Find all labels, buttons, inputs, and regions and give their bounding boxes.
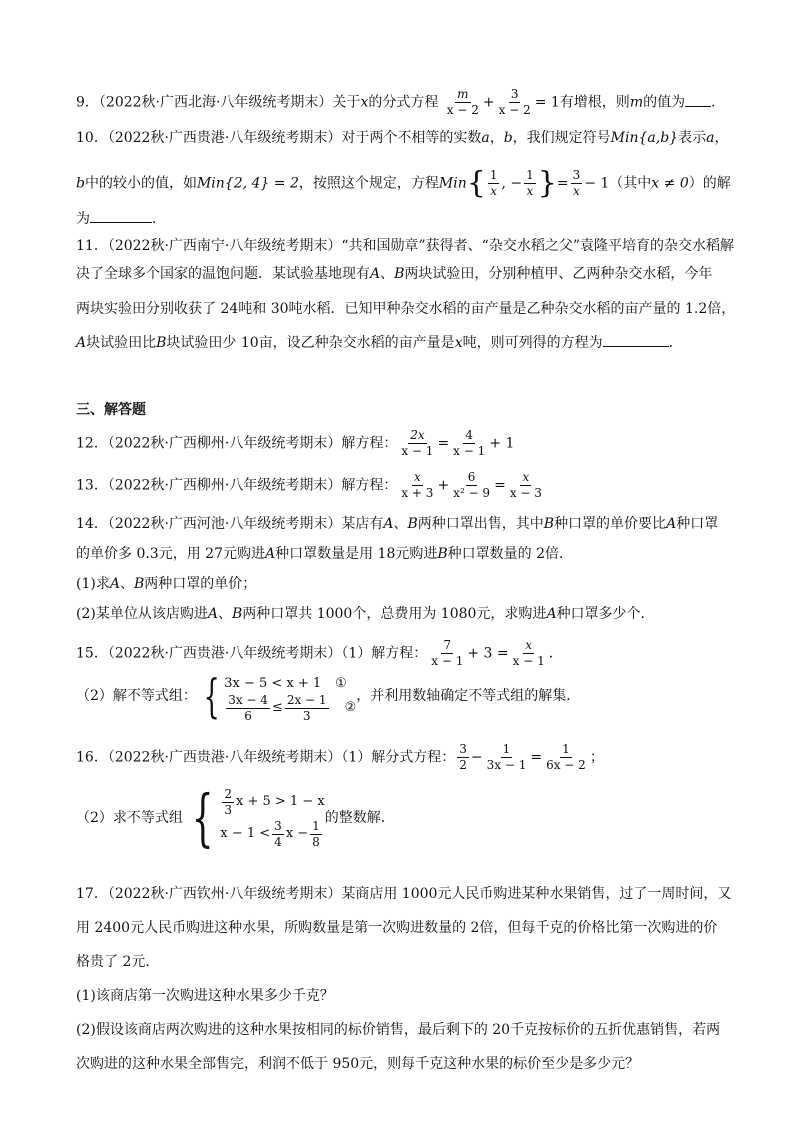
q15-r2-le: ≤ [271,700,283,715]
q10-l3-end: ． [152,211,166,227]
q11-l4-tail: 吨，则可列得的方程为 [462,335,603,351]
question-16-line-1 [76,742,604,773]
q14-s2-A: A [207,606,218,622]
q9-prefix: 9．（2022秋·广西北海·八年级统考期末）关于 [76,94,361,111]
question-14-sub-1 [76,574,256,594]
q11-l4-post: 块试验田少 10亩，设乙种杂交水稻的亩产量是 [166,335,455,351]
q13-f1-den: x + 3 [401,486,434,500]
q16-f3-den: 6x − 2 [546,758,586,772]
q12-eq: = [437,435,450,452]
q14-l1-pre: 14．（2022秋·广西河池·八年级统考期末）某店有 [76,516,384,532]
q16-row-1 [220,786,324,818]
q16-f2 [485,742,529,773]
q10-g2 [524,168,536,199]
q14-s1-A: A [109,576,120,592]
q10-cond: x ≠ 0 [651,175,689,192]
q11-A: A [370,266,381,282]
q14-s2-end: 种口罩多少个． [556,606,655,622]
q15-l1-end: ． [548,645,563,662]
q16-f3 [544,742,588,773]
question-14-sub-2 [76,604,655,624]
q14-s2-sep: 、 [217,606,232,622]
q15-l2-end: ，并利用数轴确定不等式组的解集． [356,688,581,704]
q16-r2-f1 [272,819,284,850]
q14-B2: B [543,516,555,532]
q16-r2-f1-den: 4 [274,834,282,849]
q16-f2-num: 1 [502,742,511,756]
question-17-sub-1 [76,986,334,1006]
q16-l1-pre: 16．（2022秋·广西贵港·八年级统考期末）（1）解分式方程： [76,749,456,766]
q14-l2-end: 种口罩数量的 2倍． [447,546,574,562]
q15-r2-f2-den: 3 [302,708,311,723]
q16-f3-num: 1 [562,742,570,756]
q14-s1-end: 两种口罩的单价； [144,576,257,592]
q10-mid: ，我们规定符号 [512,130,611,146]
q16-f1-den: 2 [459,758,467,772]
q10-l2-mid: ，按照这个规定，方程 [298,175,439,192]
q16-r1-rest: x + 5 > 1 − x [236,794,325,809]
q15-system [224,672,357,723]
q10-rest: − 1（其中 [584,175,652,192]
q16-f1-num: 3 [459,742,467,756]
q12-f1-num: 2x [410,428,425,442]
q13-f2-den: x² − 9 [453,486,491,500]
q10-var-b: b [503,130,513,146]
q10-tail: 表示 [678,130,707,146]
question-15-line-1 [76,638,563,669]
q13-prefix: 13．（2022秋·广西柳州·八年级统考期末）解方程： [76,477,398,494]
q14-s1-sep: 、 [119,576,134,592]
q9-var-x: x [360,94,369,111]
question-9 [76,87,725,118]
q9-mid: 的分式方程 [368,94,439,111]
q16-system [220,786,324,850]
q10-var-a2: a [706,130,715,146]
q11-l2-post: 两块试验田，分别种植甲、乙两种杂交水稻，今年 [404,266,713,282]
q13-f3-num: x [522,470,530,484]
q16-minus: − [470,749,483,766]
q14-l2-B: B [437,546,448,562]
q11-l4-x: x [454,335,463,351]
q9-var-m: m [629,94,644,111]
q11-sep: 、 [380,266,395,282]
question-14-line-1 [76,514,718,534]
question-11-line-3 [76,299,735,319]
question-17-line-2 [76,918,717,938]
q15-l1-pre: 15．（2022秋·广西贵港·八年级统考期末）（1）解方程： [76,645,428,662]
q9-end: ． [711,94,726,111]
q16-f1 [457,742,469,773]
question-14-line-2 [76,544,573,564]
q11-l4-end: ． [668,335,683,351]
question-17-sub-2-line-1 [76,1020,720,1040]
q11-l4-B: B [156,335,167,351]
q11-l4-mid: 块试验田比 [86,335,157,351]
q9-f1-den: x − 2 [446,103,479,117]
question-17-line-1 [76,884,731,904]
q16-eq: = [530,749,543,766]
q16-r1-f [222,787,234,818]
q16-r2-pre: x − 1 < [220,826,271,841]
question-13 [76,470,546,501]
q12-f2-num: 4 [465,428,474,442]
question-11-line-1 [76,236,734,256]
q10-min-example: Min{2, 4} = 2 [196,175,299,192]
q14-l2-pre: 的单价多 0.3元，用 27元购进 [76,546,265,562]
q15-system-brace: { [203,669,220,723]
q9-f2-den: x − 2 [498,103,531,117]
q14-B: B [407,516,418,532]
q14-s2-A2: A [546,606,557,622]
q14-s1-B: B [133,576,145,592]
q10-l2-text: 中的较小的值，如 [84,175,197,192]
question-16-line-2 [76,781,395,854]
q10-g1-num: 1 [489,168,498,182]
q10-prefix: 10．（2022秋·广西贵港·八年级统考期末）对于两个不相等的实数 [76,130,482,146]
q16-r2-f2-den: 8 [312,834,320,849]
q10-sep: , − [501,175,523,192]
q15-r2-f1-den: 6 [244,708,252,723]
q16-l1-end: ； [589,749,604,766]
q14-s1-pre: (1)求 [76,576,110,592]
q13-eq: = [494,477,506,494]
q9-eq: = 1有增根，则 [534,94,630,111]
q16-r2-mid: x − [285,826,309,841]
q16-f2-den: 3x − 1 [486,758,527,772]
q14-sep: 、 [393,516,408,532]
q13-f3-den: x − 3 [509,486,542,500]
q15-f2 [511,638,547,669]
question-17-sub-2-line-2 [76,1054,639,1074]
question-10-line-2 [76,165,731,201]
q9-f2-num: 3 [510,87,519,101]
q16-r1-f-den: 3 [224,802,233,817]
q14-l1-mid2: 种口罩的单价要比 [554,516,667,532]
q12-f1-den: x − 1 [401,444,434,458]
q15-l1-mid: + 3 = [467,645,509,662]
q14-A: A [383,516,394,532]
q14-l2-A: A [264,546,276,562]
q10-r-den: x [572,184,580,198]
q17-s1: (1)该商店第一次购进这种水果多少千克？ [76,988,334,1004]
q13-f1 [399,470,435,501]
q13-f3 [508,470,544,501]
q9-tail: 的值为 [643,94,686,111]
question-11-line-4 [76,332,683,353]
q9-fraction-2 [497,87,533,118]
q15-r2-f1 [226,693,270,724]
q12-f2-den: x − 1 [453,444,486,458]
q11-answer-blank[interactable] [603,332,669,347]
q10-answer-blank[interactable] [90,208,152,223]
q10-eq: = [556,175,569,192]
q13-plus: + [437,477,450,494]
q10-r [571,168,583,199]
q17-l2: 用 2400元人民币购进这种水果，所购数量是第一次购进数量的 2倍，但每千克的价格比第一次购进的价 [76,920,718,936]
q11-B: B [394,266,405,282]
question-12 [76,428,514,459]
q10-var-a: a [481,130,490,146]
q10-g1-den: x [490,184,498,198]
q15-r2-f1-num: 3x − 4 [228,692,268,707]
question-10-line-1 [76,128,728,148]
q15-f1-num: 7 [443,638,452,652]
q10-open-brace: { [466,165,486,201]
q10-min-eq: Min [438,175,467,192]
q11-l2-pre: 决了全球多个国家的温饱问题．某试验基地现有 [76,266,370,282]
q16-system-brace: { [191,781,214,854]
q17-l1: 17．（2022秋·广西钦州·八年级统考期末）某商店用 1000元人民币购进某种水果销售，过了一周时间，又 [76,886,732,902]
q14-s2-B: B [231,606,243,622]
q15-row1-text: 3x − 5 < x + 1 [224,676,322,691]
q12-f1 [399,428,435,459]
question-11-line-2 [76,264,712,284]
section-title: 三、解答题 [76,402,146,418]
q17-s2-l2: 次购进的这种水果全部售完，利润不低于 950元，则每千克这种水果的标价至少是多少元？ [76,1056,640,1072]
q13-f2-num: 6 [467,470,476,484]
q10-g1 [488,168,500,199]
q10-r-num: 3 [572,168,581,182]
q16-l2-pre: （2）求不等式组 [76,810,183,826]
question-17-line-3 [76,952,159,972]
q9-answer-blank[interactable] [685,92,711,107]
q16-r2-f2 [310,819,322,850]
q10-g2-den: x [526,184,534,198]
q14-A2: A [666,516,677,532]
q9-f1-num: m [457,87,469,101]
q15-r2-f2 [285,693,329,724]
q14-s2-mid: 两种口罩共 1000个，总费用为 1080元，求购进 [242,606,547,622]
q9-fraction-1 [445,87,481,118]
q10-min-symbol: Min{a,b} [610,130,679,146]
q16-l2-end: 的整数解． [324,810,395,826]
q15-f2-num: x [525,638,533,652]
q17-s2-l1: (2)假设该商店两次购进的这种水果按相同的标价销售，最后剩下的 20千克按标价的五折优惠销售，若两 [76,1022,721,1038]
question-10-line-3 [76,208,166,229]
q15-circ1: ① [335,676,347,691]
q11-l4-A: A [76,335,87,351]
q14-l1-end: 种口罩 [676,516,719,532]
q16-r2-f2-num: 1 [312,818,320,833]
q13-f2 [451,470,492,501]
q14-l1-mid: 两种口罩出售，其中 [417,516,544,532]
q10-l2-end: ）的解 [688,175,731,192]
q15-row-2 [224,692,357,723]
q15-r2-f2-num: 2x − 1 [286,692,327,707]
q12-prefix: 12．（2022秋·广西柳州·八年级统考期末）解方程： [76,435,398,452]
q14-s2-pre: (2)某单位从该店购进 [76,606,208,622]
q15-circ2: ② [344,700,357,715]
q15-f2-den: x − 1 [512,654,545,668]
q13-f1-num: x [414,470,421,484]
q9-plus: + [482,94,495,111]
q11-l1: 11．（2022秋·广西南宁·八年级统考期末）“共和国勋章”获得者、“杂交水稻之父”袁隆平培育的杂交水稻解 [76,238,734,254]
q10-l2-b: b [76,175,85,192]
q10-comma: ， [489,130,504,146]
q15-l2-pre: （2）解不等式组： [76,688,197,704]
q15-f1 [429,638,465,669]
q12-f2 [451,428,487,459]
q16-r1-f-num: 2 [224,786,233,801]
q17-l3: 格贵了 2元． [76,954,160,970]
q16-row-2 [220,818,324,850]
q14-l2-mid: 种口罩数量是用 18元购进 [275,546,438,562]
q11-l3: 两块实验田分别收获了 24吨和 30吨水稻．已知甲种杂交水稻的亩产量是乙种杂交水稻的亩产量的 1.2倍， [76,301,736,317]
q15-f1-den: x − 1 [431,654,464,668]
q10-l3: 为 [76,211,90,227]
q16-r2-f1-num: 3 [274,818,282,833]
question-15-line-2 [76,669,581,723]
q10-l1-end: ， [714,130,729,146]
q10-close-brace: } [537,165,557,201]
q12-tail: + 1 [489,435,515,452]
q10-g2-num: 1 [526,168,534,182]
